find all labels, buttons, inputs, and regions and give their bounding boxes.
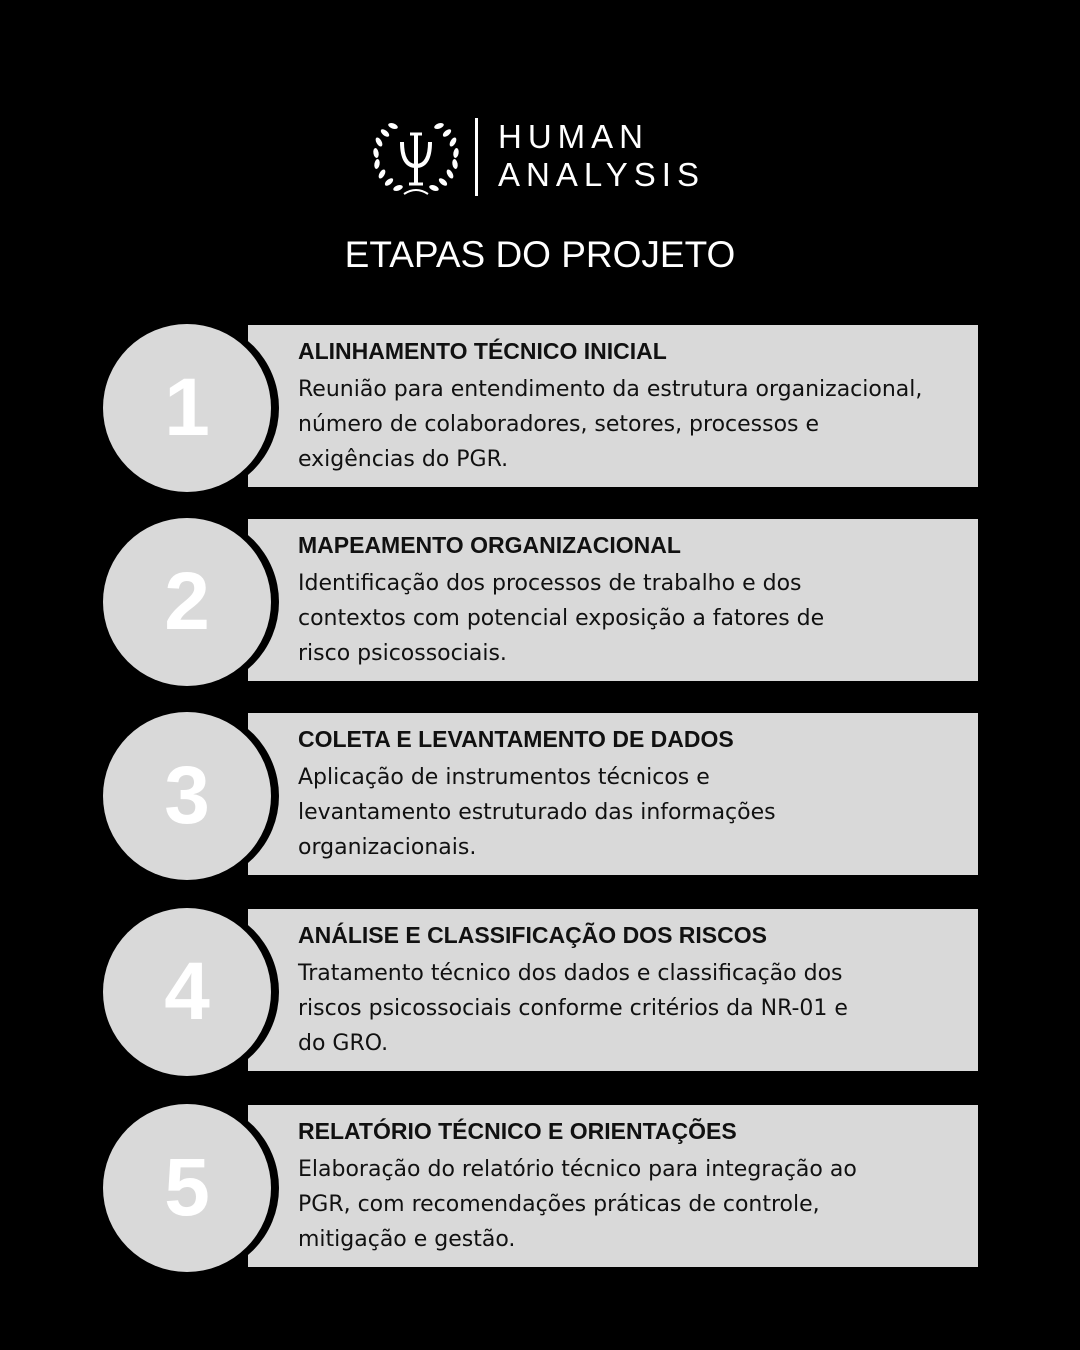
step-description bbox=[298, 1152, 963, 1257]
step-description-line: Tratamento técnico dos dados e classificação dos bbox=[298, 961, 843, 986]
step-description-line: Aplicação de instrumentos técnicos e bbox=[298, 765, 710, 790]
step-title: MAPEAMENTO ORGANIZACIONAL bbox=[298, 532, 681, 558]
brand-name bbox=[498, 118, 705, 194]
step-description-line: Reunião para entendimento da estrutura organizacional, bbox=[298, 377, 923, 402]
step-description bbox=[298, 372, 963, 477]
step-title: ANÁLISE E CLASSIFICAÇÃO DOS RISCOS bbox=[298, 922, 767, 948]
step-description-line: mitigação e gestão. bbox=[298, 1227, 516, 1252]
step-number: 2 bbox=[164, 556, 210, 647]
step-title: COLETA E LEVANTAMENTO DE DADOS bbox=[298, 726, 734, 752]
step-title: RELATÓRIO TÉCNICO E ORIENTAÇÕES bbox=[298, 1118, 737, 1144]
brand-line-1: HUMAN bbox=[498, 118, 649, 155]
step-description-line: PGR, com recomendações práticas de controle, bbox=[298, 1192, 820, 1217]
step-description-line: Identificação dos processos de trabalho e dos bbox=[298, 571, 802, 596]
step-number-circle bbox=[103, 712, 271, 880]
step-description-line: riscos psicossociais conforme critérios da NR-01 e bbox=[298, 996, 848, 1021]
step-5 bbox=[0, 1100, 1080, 1276]
step-description-line: levantamento estruturado das informações bbox=[298, 800, 776, 825]
step-description-line: organizacionais. bbox=[298, 835, 477, 860]
step-description-line: Elaboração do relatório técnico para integração ao bbox=[298, 1157, 857, 1182]
step-3 bbox=[0, 708, 1080, 884]
step-number-circle bbox=[103, 518, 271, 686]
brand-logo bbox=[368, 116, 708, 200]
step-number-circle bbox=[103, 324, 271, 492]
step-description-line: número de colaboradores, setores, processos e bbox=[298, 412, 820, 437]
brand-line-2: ANALYSIS bbox=[498, 156, 705, 193]
step-description bbox=[298, 566, 963, 671]
step-number: 1 bbox=[164, 362, 210, 453]
step-number: 3 bbox=[164, 750, 210, 841]
page-title: ETAPAS DO PROJETO bbox=[344, 234, 736, 275]
step-4 bbox=[0, 904, 1080, 1080]
step-number-circle bbox=[103, 1104, 271, 1272]
step-description bbox=[298, 956, 963, 1061]
step-description bbox=[298, 760, 963, 865]
logo-divider bbox=[475, 118, 478, 196]
step-title: ALINHAMENTO TÉCNICO INICIAL bbox=[298, 338, 667, 364]
step-number: 5 bbox=[164, 1142, 210, 1233]
step-description-line: do GRO. bbox=[298, 1031, 389, 1056]
psi-laurel-icon bbox=[368, 116, 464, 200]
step-description-line: risco psicossociais. bbox=[298, 641, 507, 666]
step-number: 4 bbox=[164, 946, 210, 1037]
step-2 bbox=[0, 514, 1080, 690]
step-description-line: contextos com potencial exposição a fatores de bbox=[298, 606, 825, 631]
step-number-circle bbox=[103, 908, 271, 1076]
step-1 bbox=[0, 320, 1080, 496]
step-description-line: exigências do PGR. bbox=[298, 447, 509, 472]
